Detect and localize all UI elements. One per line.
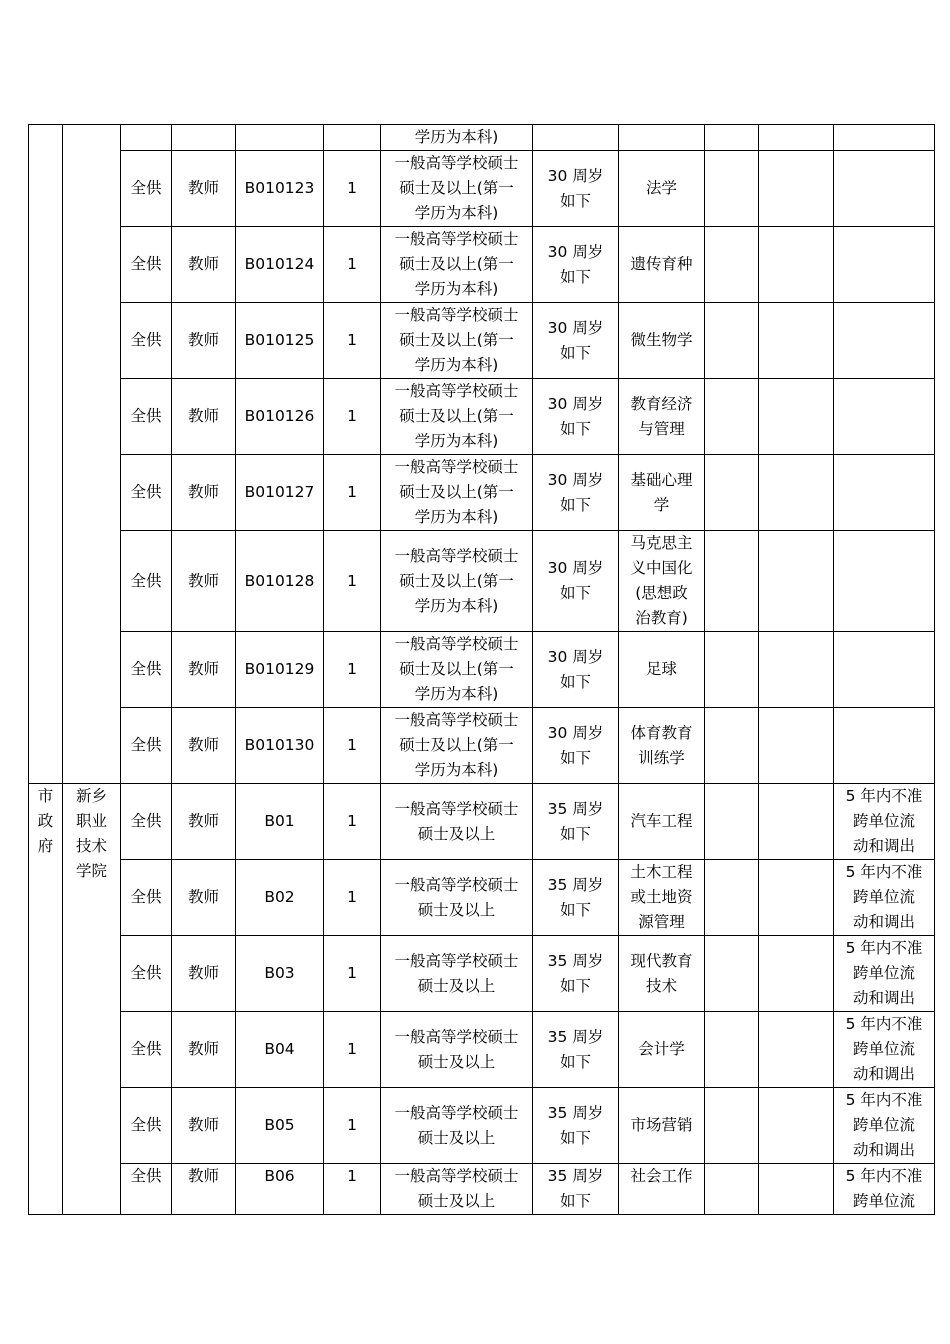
education-cell-line: 一般高等学校硕士 [394,458,519,476]
age-cell-line: 35 周岁 [547,1027,604,1046]
age-cell [533,784,619,860]
major-cell-line: 社会工作 [630,1167,693,1185]
table-row [29,1088,935,1164]
age-cell-line: 如下 [559,267,591,286]
note-cell-line: 5 年内不准 [845,863,923,881]
note-cell-line: 跨单位流 [852,1192,915,1210]
age-cell-line: 30 周岁 [547,470,604,489]
unit-cell-prev [63,125,121,784]
major-cell-line: 学 [653,495,670,514]
major-cell-line: 与管理 [638,419,685,438]
education-cell-line: 一般高等学校硕士 [394,382,519,400]
unit-line: 职业 [75,812,107,830]
code-cell: B01 [236,784,324,860]
post-cell: 教师 [172,455,236,531]
age-cell-line: 30 周岁 [547,647,604,666]
funding-cell: 全供 [121,1164,172,1215]
note-cell [834,1164,935,1215]
authority-cell [29,784,63,1215]
code-cell: B010129 [236,632,324,708]
age-cell [533,227,619,303]
education-cell-line: 硕士及以上(第一 [399,660,514,678]
funding-cell: 全供 [121,784,172,860]
post-cell: 教师 [172,1012,236,1088]
funding-cell: 全供 [121,1012,172,1088]
blank-cell [759,125,834,151]
major-cell-line: 法学 [645,179,677,197]
major-cell [619,1088,705,1164]
code-cell: B010123 [236,151,324,227]
note-cell-line: 跨单位流 [852,812,915,830]
count-cell [324,125,381,151]
table-row [29,455,935,531]
education-cell-line: 硕士及以上 [417,1052,496,1071]
major-cell-line: 汽车工程 [630,812,693,830]
age-cell-line: 35 周岁 [547,875,604,894]
major-cell [619,1164,705,1215]
major-cell-line: (思想政 [635,584,688,602]
post-cell: 教师 [172,1088,236,1164]
education-cell-line: 学历为本科) [414,356,499,374]
note-cell [834,531,935,632]
education-cell-line: 一般高等学校硕士 [394,1167,519,1185]
blank-cell [705,708,759,784]
education-cell-line: 硕士及以上 [417,1192,496,1210]
table-row [29,303,935,379]
age-cell-line: 35 周岁 [547,799,604,818]
post-cell: 教师 [172,531,236,632]
age-cell [533,708,619,784]
major-cell-line: 基础心理 [630,470,693,489]
age-cell [533,303,619,379]
funding-cell: 全供 [121,860,172,936]
education-cell-line: 学历为本科) [414,685,499,703]
age-cell-line: 35 周岁 [547,951,604,970]
note-cell-line: 动和调出 [852,837,915,855]
education-cell-line: 硕士及以上(第一 [399,736,514,754]
table-row [29,708,935,784]
blank-cell [705,1164,759,1215]
age-cell [533,531,619,632]
major-cell [619,784,705,860]
major-cell-line: 或土地资 [630,888,693,906]
note-cell [834,455,935,531]
code-cell: B03 [236,936,324,1012]
major-cell [619,125,705,151]
education-cell-line: 硕士及以上 [417,824,496,843]
education-cell [381,632,533,708]
major-cell [619,303,705,379]
major-cell-line: 会计学 [638,1040,685,1058]
table-row [29,1164,935,1215]
major-cell-line: 现代教育 [630,951,693,970]
education-cell-line: 一般高等学校硕士 [394,154,519,172]
age-cell-line: 如下 [559,1192,591,1210]
code-cell: B010127 [236,455,324,531]
blank-cell [705,125,759,151]
code-cell: B06 [236,1164,324,1215]
post-cell: 教师 [172,708,236,784]
education-cell-line: 学历为本科) [414,204,499,222]
education-cell-line: 硕士及以上(第一 [399,571,514,590]
education-cell-line: 硕士及以上 [417,1128,496,1147]
age-cell-line: 30 周岁 [547,394,604,413]
major-cell-line: 教育经济 [630,394,693,413]
blank-cell [759,303,834,379]
table-row [29,860,935,936]
age-cell-line: 如下 [559,976,591,995]
blank-cell [705,860,759,936]
count-cell: 1 [324,151,381,227]
major-cell [619,936,705,1012]
major-cell-line: 遗传育种 [630,255,693,273]
age-cell-line: 如下 [559,748,591,767]
major-cell [619,379,705,455]
blank-cell [759,632,834,708]
education-cell [381,784,533,860]
count-cell: 1 [324,632,381,708]
education-cell-line: 硕士及以上(第一 [399,483,514,501]
funding-cell: 全供 [121,708,172,784]
post-cell: 教师 [172,303,236,379]
funding-cell [121,125,172,151]
education-cell-line: 硕士及以上(第一 [399,331,514,349]
count-cell: 1 [324,227,381,303]
code-cell: B02 [236,860,324,936]
education-cell [381,455,533,531]
count-cell: 1 [324,1164,381,1215]
post-cell: 教师 [172,860,236,936]
note-cell-line: 5 年内不准 [845,1167,923,1185]
funding-cell: 全供 [121,531,172,632]
age-cell [533,455,619,531]
note-cell [834,860,935,936]
education-cell-line: 学历为本科) [414,596,499,615]
education-cell-line: 一般高等学校硕士 [394,799,519,818]
age-cell [533,632,619,708]
table-row [29,151,935,227]
age-cell-line: 如下 [559,1052,591,1071]
continued-row [29,125,935,151]
age-cell-line: 如下 [559,584,591,602]
note-cell-line: 跨单位流 [852,1040,915,1058]
education-cell-line: 硕士及以上 [417,900,496,919]
count-cell: 1 [324,936,381,1012]
note-cell [834,1088,935,1164]
table-row [29,936,935,1012]
blank-cell [705,936,759,1012]
authority-cell-prev [29,125,63,784]
age-cell-line: 如下 [559,1128,591,1147]
count-cell: 1 [324,455,381,531]
table-row [29,531,935,632]
education-cell [381,708,533,784]
post-cell: 教师 [172,1164,236,1215]
note-cell [834,936,935,1012]
note-cell-line: 动和调出 [852,1065,915,1083]
code-cell: B010130 [236,708,324,784]
age-cell-line: 30 周岁 [547,242,604,261]
major-cell [619,1012,705,1088]
post-cell: 教师 [172,227,236,303]
age-cell-line: 如下 [559,672,591,691]
major-cell [619,531,705,632]
note-cell [834,1012,935,1088]
age-cell-line: 如下 [559,191,591,210]
note-cell-line: 跨单位流 [852,1116,915,1134]
education-cell [381,936,533,1012]
blank-cell [705,784,759,860]
note-cell-line: 5 年内不准 [845,939,923,957]
education-cell-line: 一般高等学校硕士 [394,546,519,565]
note-cell-line: 动和调出 [852,989,915,1007]
post-cell: 教师 [172,151,236,227]
post-cell: 教师 [172,632,236,708]
age-cell [533,860,619,936]
note-cell [834,784,935,860]
age-cell-line: 如下 [559,495,591,514]
education-cell [381,1164,533,1215]
code-cell: B05 [236,1088,324,1164]
blank-cell [759,531,834,632]
blank-cell [705,303,759,379]
blank-cell [705,1012,759,1088]
blank-cell [759,1164,834,1215]
education-cell-line: 学历为本科) [414,432,499,450]
blank-cell [705,379,759,455]
major-cell-line: 义中国化 [630,559,693,577]
table-row [29,227,935,303]
table-row [29,379,935,455]
age-cell [533,1012,619,1088]
age-cell-line: 如下 [559,824,591,843]
education-cell-line: 硕士及以上 [417,976,496,995]
major-cell-line: 足球 [645,660,677,678]
note-cell [834,125,935,151]
recruitment-table [28,124,935,1215]
education-cell-line: 一般高等学校硕士 [394,1027,519,1046]
count-cell: 1 [324,531,381,632]
authority-text: 市政府 [37,787,54,855]
major-cell-line: 技术 [645,976,677,995]
blank-cell [759,936,834,1012]
age-cell-line: 30 周岁 [547,723,604,742]
unit-line: 新乡 [75,787,107,805]
education-cell [381,1088,533,1164]
education-cell-line: 硕士及以上(第一 [399,255,514,273]
education-cell-line: 一般高等学校硕士 [394,711,519,729]
education-cell [381,860,533,936]
unit-line: 技术 [75,837,107,855]
note-cell [834,379,935,455]
count-cell: 1 [324,860,381,936]
count-cell: 1 [324,784,381,860]
major-cell [619,151,705,227]
major-cell-line: 微生物学 [630,331,693,349]
note-cell [834,227,935,303]
note-cell-line: 跨单位流 [852,964,915,982]
age-cell-line: 30 周岁 [547,318,604,337]
table-row [29,1012,935,1088]
major-cell [619,632,705,708]
education-cell [381,531,533,632]
blank-cell [759,227,834,303]
code-cell [236,125,324,151]
education-cell [381,303,533,379]
age-cell [533,936,619,1012]
blank-cell [759,1088,834,1164]
note-cell [834,632,935,708]
blank-cell [759,860,834,936]
post-cell: 教师 [172,379,236,455]
code-cell: B010128 [236,531,324,632]
blank-cell [759,379,834,455]
major-cell [619,455,705,531]
age-cell [533,379,619,455]
major-cell-line: 土木工程 [630,863,693,881]
education-cell-line: 一般高等学校硕士 [394,306,519,324]
education-cell [381,151,533,227]
blank-cell [705,455,759,531]
unit-cell [63,784,121,1215]
age-cell-line: 35 周岁 [547,1103,604,1122]
age-cell [533,1088,619,1164]
note-cell [834,708,935,784]
funding-cell: 全供 [121,151,172,227]
note-cell-line: 5 年内不准 [845,1091,923,1109]
education-cell-line: 一般高等学校硕士 [394,635,519,653]
funding-cell: 全供 [121,227,172,303]
funding-cell: 全供 [121,303,172,379]
table-row [29,784,935,860]
blank-cell [759,151,834,227]
blank-cell [759,1012,834,1088]
post-cell: 教师 [172,936,236,1012]
age-cell-line: 如下 [559,343,591,362]
blank-cell [705,227,759,303]
education-cell [381,1012,533,1088]
note-cell-line: 动和调出 [852,1141,915,1159]
age-cell [533,151,619,227]
major-cell-line: 源管理 [638,913,685,931]
education-cell-line: 硕士及以上(第一 [399,179,514,197]
education-cell-line: 一般高等学校硕士 [394,875,519,894]
funding-cell: 全供 [121,379,172,455]
major-cell-line: 市场营销 [630,1116,693,1134]
note-cell-line: 5 年内不准 [845,787,923,805]
age-cell-line: 如下 [559,900,591,919]
blank-cell [705,1088,759,1164]
major-cell-line: 治教育) [635,609,688,627]
count-cell: 1 [324,303,381,379]
age-cell-line: 如下 [559,419,591,438]
blank-cell [705,632,759,708]
note-cell-line: 动和调出 [852,913,915,931]
age-cell-line: 30 周岁 [547,166,604,185]
age-cell-line: 35 周岁 [547,1167,604,1185]
note-cell [834,151,935,227]
table-row [29,632,935,708]
note-cell-line: 跨单位流 [852,888,915,906]
count-cell: 1 [324,708,381,784]
major-cell-line: 训练学 [638,748,685,767]
count-cell: 1 [324,1088,381,1164]
funding-cell: 全供 [121,455,172,531]
education-cell: 学历为本科) [381,125,533,151]
age-cell [533,125,619,151]
code-cell: B010124 [236,227,324,303]
major-cell-line: 体育教育 [630,723,693,742]
funding-cell: 全供 [121,632,172,708]
education-cell-line: 学历为本科) [414,761,499,779]
note-cell [834,303,935,379]
age-cell [533,1164,619,1215]
blank-cell [759,784,834,860]
education-cell-line: 一般高等学校硕士 [394,951,519,970]
count-cell: 1 [324,1012,381,1088]
unit-line: 学院 [75,862,107,880]
table-body [29,125,935,1215]
funding-cell: 全供 [121,1088,172,1164]
major-cell [619,227,705,303]
funding-cell: 全供 [121,936,172,1012]
blank-cell [759,708,834,784]
blank-cell [705,151,759,227]
education-cell-line: 学历为本科) [414,508,499,526]
count-cell: 1 [324,379,381,455]
code-cell: B010125 [236,303,324,379]
blank-cell [759,455,834,531]
major-cell-line: 马克思主 [630,534,693,552]
post-cell: 教师 [172,784,236,860]
code-cell: B04 [236,1012,324,1088]
education-cell [381,379,533,455]
code-cell: B010126 [236,379,324,455]
education-cell-line: 硕士及以上(第一 [399,407,514,425]
note-cell-line: 5 年内不准 [845,1015,923,1033]
education-cell-line: 一般高等学校硕士 [394,230,519,248]
post-cell [172,125,236,151]
major-cell [619,860,705,936]
major-cell [619,708,705,784]
education-cell [381,227,533,303]
education-cell-line: 一般高等学校硕士 [394,1103,519,1122]
education-cell-line: 学历为本科) [414,280,499,298]
age-cell-line: 30 周岁 [547,559,604,577]
blank-cell [705,531,759,632]
